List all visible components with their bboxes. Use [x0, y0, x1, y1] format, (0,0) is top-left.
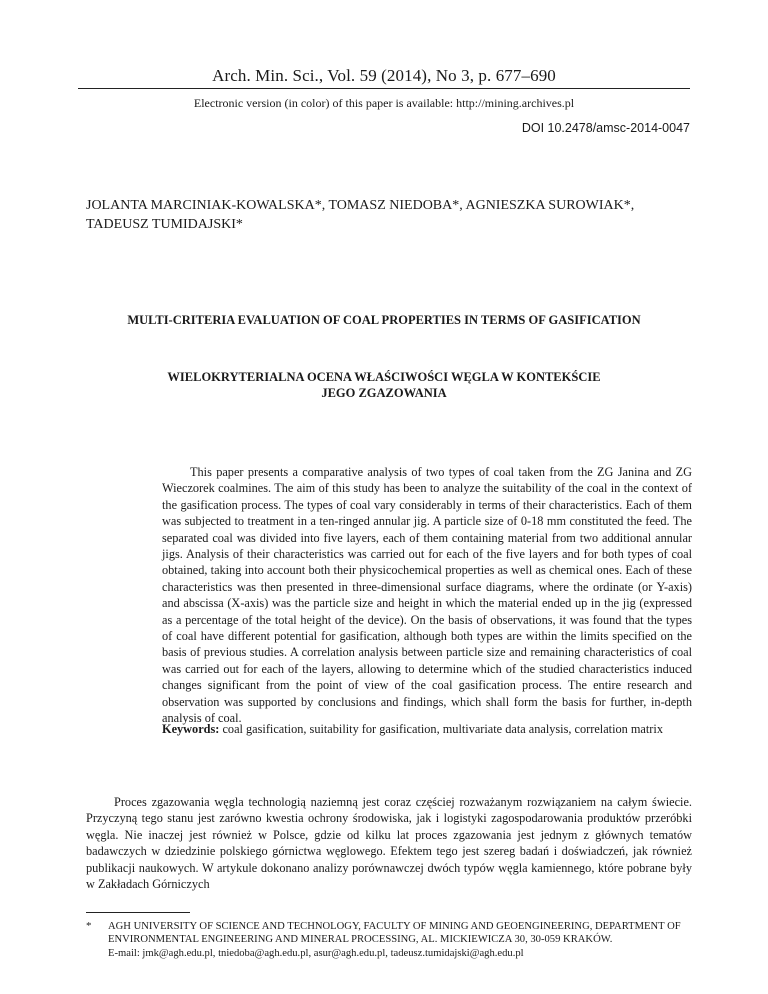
journal-header: Arch. Min. Sci., Vol. 59 (2014), No 3, p. 677–690: [212, 66, 556, 85]
keywords-text: coal gasification, suitability for gasification, multivariate data analysis, correlation matrix: [222, 722, 663, 736]
footnote-affiliation: AGH UNIVERSITY OF SCIENCE AND TECHNOLOGY, FACULTY OF MINING AND GEOENGINEERING, DEPARTMENT OF ENVIRONMENTAL ENGINEERING AND MINERAL PROCESSING, AL. MICKIEWICZA 30, 30-059 KRAKÓW.: [108, 921, 681, 946]
paper-title-english: MULTI-CRITERIA EVALUATION OF COAL PROPERTIES IN TERMS OF GASIFICATION: [127, 313, 641, 327]
paper-title-polish-line-1: WIELOKRYTERIALNA OCENA WŁAŚCIWOŚCI WĘGLA W KONTEKŚCIE: [167, 370, 601, 384]
footnote-marker: *: [86, 920, 92, 932]
paper-title-polish-line-2: JEGO ZGAZOWANIA: [321, 386, 447, 400]
electronic-version-note: Electronic version (in color) of this paper is available: http://mining.archives.pl: [193, 96, 575, 110]
keywords-label: Keywords:: [162, 722, 220, 736]
footnote-divider: [86, 912, 190, 913]
abstract-paragraph: This paper presents a comparative analysis of two types of coal taken from the ZG Janina and ZG Wieczorek coalmines. The aim of this study has been to analyze the suitability of the coal in the context of the gasification process. The types of coal vary considerably in terms of their characteristics. Each of them was subjected to treatment in a ten-ringed annular jig. A particle size of 0-18 mm constituted the feed. The separated coal was divided into five layers, each of them containing material from two additional annular jigs. Analysis of their characteristics was carried out for each of the five layers and for both types of coal obtained, taking into account both their physicochemical properties as well as chemical ones. Each of these characteristics was then presented in three-dimensional surface diagrams, where the ordinate (or Y-axis) and abscissa (X-axis) was the particle size and height in which the material ended up in the jig (expressed as a percentage of the total height of the device). On the basis of observations, it was found that the types of coal have different potential for gasification, although both types are within the limits specified on the basis of previous studies. A correlation analysis between particle size and remaining characteristics of coal was carried out for each of the layers, allowing to determine which of the studied characteristics induced changes significant from the point of view of the coal gasification process. The entire research and observation was supported by conclusions and findings, which shall form the basis for further, in-depth analysis of coal.: [162, 465, 692, 726]
keywords-line: [162, 722, 692, 737]
footnote: [108, 920, 692, 960]
body-paragraph: Proces zgazowania węgla technologią naziemną jest coraz częściej rozważanym rozwiązaniem na całym świecie. Przyczyną tego stanu jest zarówno kwestia ochrony środowiska, jak i logistyki zagospodarowania produktów przeróbki węgla. Nie inaczej jest również w Polsce, gdzie od kilku lat proces zgazowania jest jednym z głównych tematów badawczych w dziedzinie polskiego górnictwa węglowego. Efektem tego jest szereg badań i doświadczeń, jak również publikacji naukowych. W artykule dokonano analizy porównawczej dwóch typów węgla kamiennego, które pobrane były w Zakładach Górniczych: [86, 795, 692, 892]
footnote-email: E-mail: jmk@agh.edu.pl, tniedoba@agh.edu.pl, asur@agh.edu.pl, tadeusz.tumidajski@agh.edu.pl: [108, 947, 524, 959]
doi-label: DOI 10.2478/amsc-2014-0047: [521, 121, 690, 135]
paper-title-polish: [0, 369, 768, 401]
author-list: JOLANTA MARCINIAK-KOWALSKA*, TOMASZ NIEDOBA*, AGNIESZKA SUROWIAK*, TADEUSZ TUMIDAJSKI*: [86, 198, 635, 232]
header-divider: [78, 88, 690, 89]
